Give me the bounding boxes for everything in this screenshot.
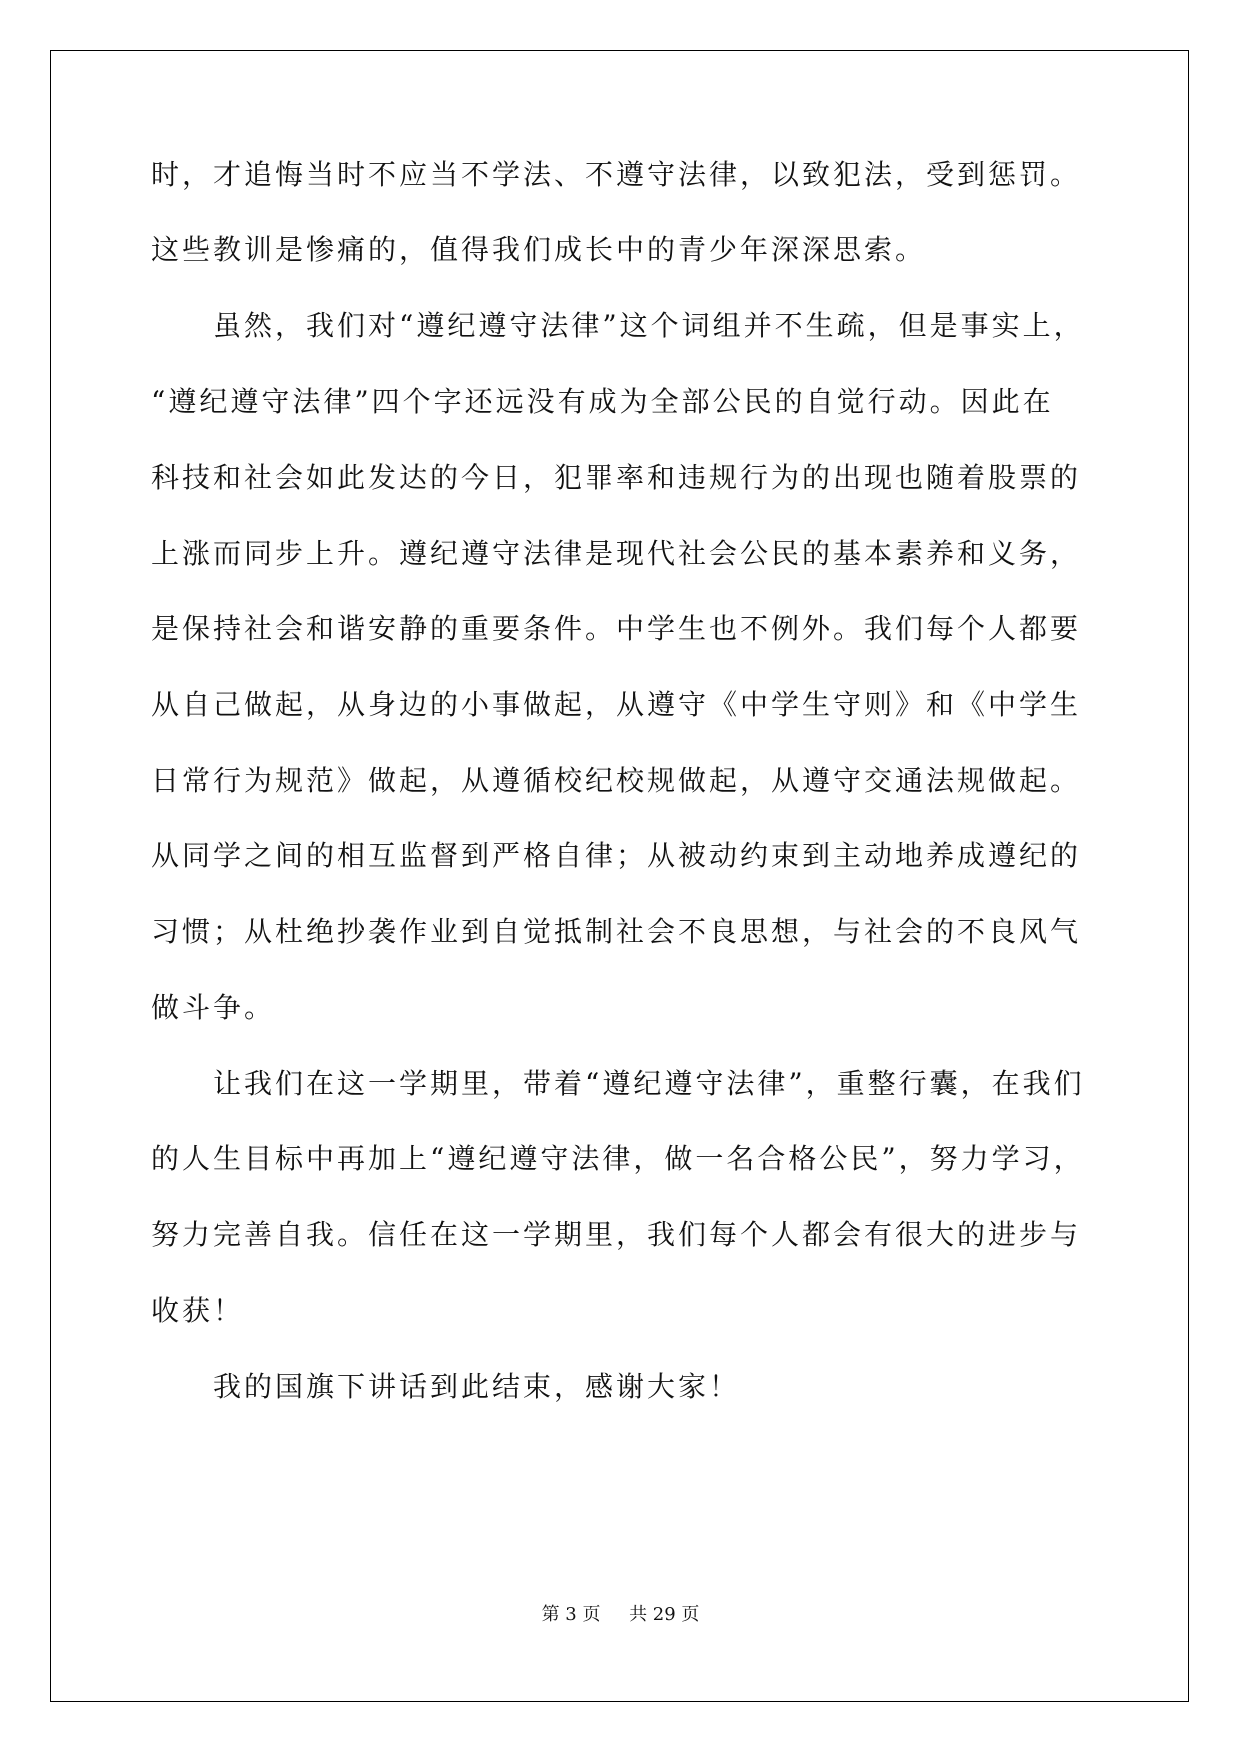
body-line: 科技和社会如此发达的今日，犯罪率和违规行为的出现也随着股票的 xyxy=(151,461,1082,494)
body-line: 从同学之间的相互监督到严格自律；从被动约束到主动地养成遵纪的 xyxy=(151,839,1082,872)
page-number: 第 3 页 xyxy=(541,1604,601,1625)
body-line: 上涨而同步上升。遵纪遵守法律是现代社会公民的基本素养和义务， xyxy=(151,537,1082,570)
body-line: 是保持社会和谐安静的重要条件。中学生也不例外。我们每个人都要 xyxy=(151,612,1082,645)
paragraph-start-line: 让我们在这一学期里，带着“遵纪遵守法律”，重整行囊，在我们 xyxy=(213,1067,1085,1100)
body-line: 这些教训是惨痛的，值得我们成长中的青少年深深思索。 xyxy=(151,233,927,266)
page-footer xyxy=(0,1600,1241,1626)
body-line: 时，才追悔当时不应当不学法、不遵守法律，以致犯法，受到惩罚。 xyxy=(151,158,1082,191)
body-line: 习惯；从杜绝抄袭作业到自觉抵制社会不良思想，与社会的不良风气 xyxy=(151,915,1082,948)
body-line: 的人生目标中再加上“遵纪遵守法律，做一名合格公民”，努力学习， xyxy=(151,1142,1085,1175)
page-frame xyxy=(50,50,1189,1702)
body-line: 努力完善自我。信任在这一学期里，我们每个人都会有很大的进步与 xyxy=(151,1218,1082,1251)
paragraph-start-line: 我的国旗下讲话到此结束，感谢大家！ xyxy=(213,1370,741,1403)
body-line: “遵纪遵守法律”四个字还远没有成为全部公民的自觉行动。因此在 xyxy=(151,385,1054,418)
body-line: 收获！ xyxy=(151,1294,245,1327)
body-line: 做斗争。 xyxy=(151,991,276,1024)
paragraph-start-line: 虽然，我们对“遵纪遵守法律”这个词组并不生疏，但是事实上， xyxy=(213,309,1085,342)
body-line: 日常行为规范》做起，从遵循校纪校规做起，从遵守交通法规做起。 xyxy=(151,764,1082,797)
body-line: 从自己做起，从身边的小事做起，从遵守《中学生守则》和《中学生 xyxy=(151,688,1082,721)
page-total: 共 29 页 xyxy=(629,1604,700,1625)
